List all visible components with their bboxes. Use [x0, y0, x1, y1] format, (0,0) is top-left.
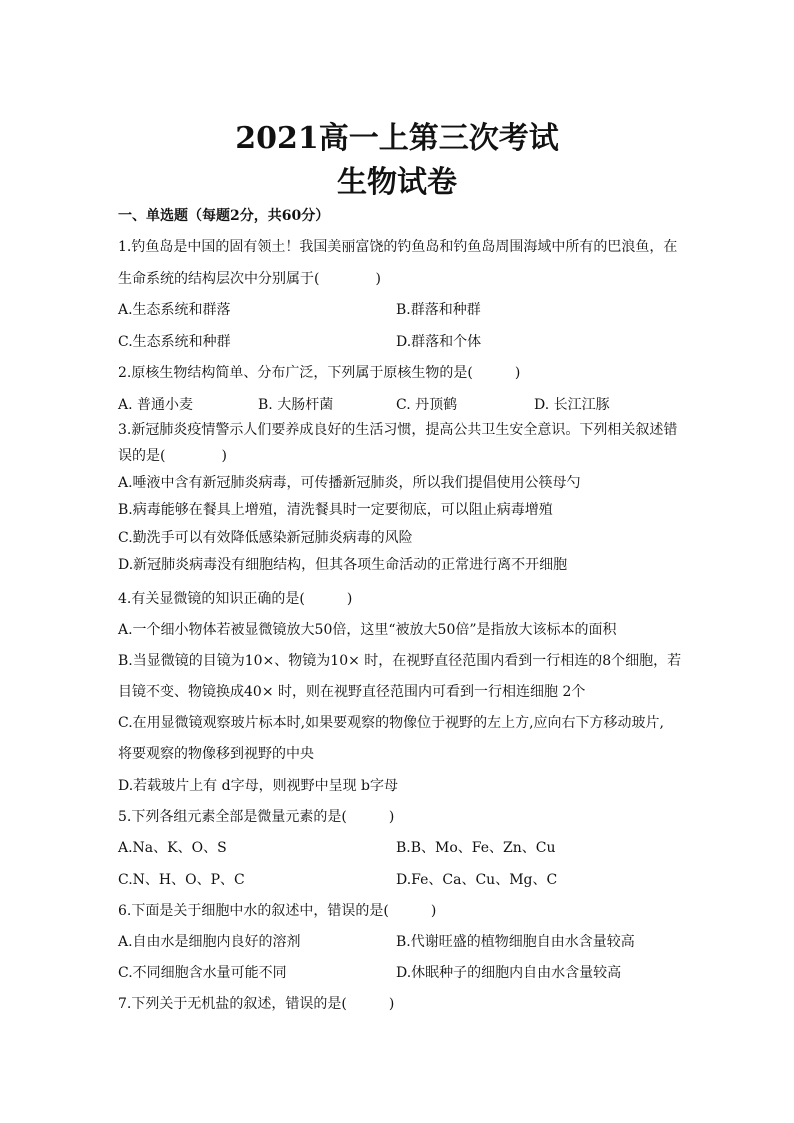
question-4-option-c-cont: 将要观察的物像移到视野的中央 — [118, 746, 314, 762]
question-2-stem: 2.原核生物结构简单、分布广泛，下列属于原核生物的是( ) — [118, 365, 521, 381]
question-5-option-c: C.N、H、O、P、C — [118, 872, 245, 888]
question-6-option-a: A.自由水是细胞内良好的溶剂 — [118, 934, 301, 950]
question-4-stem: 4.有关显微镜的知识正确的是( ) — [118, 591, 353, 607]
question-1-option-d: D.群落和个体 — [396, 334, 482, 350]
question-6-option-c: C.不同细胞含水量可能不同 — [118, 965, 287, 981]
question-1-stem: 1.钓鱼岛是中国的固有领土！我国美丽富饶的钓鱼岛和钓鱼岛周围海域中所有的巴浪鱼，在 — [118, 239, 678, 255]
question-2-option-a: A. 普通小麦 — [118, 397, 194, 413]
question-5-option-a: A.Na、K、O、S — [118, 840, 227, 856]
question-6-stem: 6.下面是关于细胞中水的叙述中，错误的是( ) — [118, 903, 437, 919]
question-1-option-a: A.生态系统和群落 — [118, 302, 231, 318]
question-3-option-d: D.新冠肺炎病毒没有细胞结构，但其各项生命活动的正常进行离不开细胞 — [118, 557, 568, 573]
question-3-option-b: B.病毒能够在餐具上增殖，清洗餐具时一定要彻底，可以阻止病毒增殖 — [118, 502, 553, 518]
question-5-stem: 5.下列各组元素全部是微量元素的是( ) — [118, 809, 395, 825]
question-4-option-a: A.一个细小物体若被显微镜放大50倍，这里“被放大50倍”是指放大该标本的面积 — [118, 622, 617, 638]
question-1-option-b: B.群落和种群 — [396, 302, 481, 318]
question-6-option-b: B.代谢旺盛的植物细胞自由水含量较高 — [396, 934, 635, 950]
exam-subtitle: 生物试卷 — [337, 165, 457, 200]
exam-title: 2021高一上第三次考试 — [235, 121, 559, 156]
question-5-option-d: D.Fe、Ca、Cu、Mg、C — [396, 872, 558, 888]
section-heading: 一、单选题（每题2分，共60分） — [118, 208, 330, 224]
question-1-option-c: C.生态系统和种群 — [118, 334, 231, 350]
question-4-option-b-cont: 目镜不变、物镜换成40× 时，则在视野直径范围内可看到一行相连细胞 2个 — [118, 684, 586, 700]
question-2-option-c: C. 丹顶鹤 — [396, 397, 458, 413]
question-3-stem-cont: 误的是( ) — [118, 448, 227, 464]
question-7-stem: 7.下列关于无机盐的叙述，错误的是( ) — [118, 996, 395, 1012]
question-4-option-b: B.当显微镜的目镜为10×、物镜为10× 时，在视野直径范围内看到一行相连的8个细胞，若 — [118, 653, 682, 669]
question-4-option-c: C.在用显微镜观察玻片标本时,如果要观察的物像位于视野的左上方,应向右下方移动玻片, — [118, 715, 665, 731]
question-3-stem: 3.新冠肺炎疫情警示人们要养成良好的生活习惯，提高公共卫生安全意识。下列相关叙述错 — [118, 422, 678, 438]
question-6-option-d: D.休眠种子的细胞内自由水含量较高 — [396, 965, 622, 981]
question-5-option-b: B.B、Mo、Fe、Zn、Cu — [396, 840, 556, 856]
question-2-option-d: D. 长江江豚 — [534, 397, 610, 413]
question-1-stem-cont: 生命系统的结构层次中分别属于( ) — [118, 271, 381, 287]
question-2-option-b: B. 大肠杆菌 — [258, 397, 334, 413]
question-4-option-d: D.若载玻片上有 d字母，则视野中呈现 b字母 — [118, 778, 398, 794]
question-3-option-a: A.唾液中含有新冠肺炎病毒，可传播新冠肺炎，所以我们提倡使用公筷母勺 — [118, 475, 581, 491]
question-3-option-c: C.勤洗手可以有效降低感染新冠肺炎病毒的风险 — [118, 530, 413, 546]
